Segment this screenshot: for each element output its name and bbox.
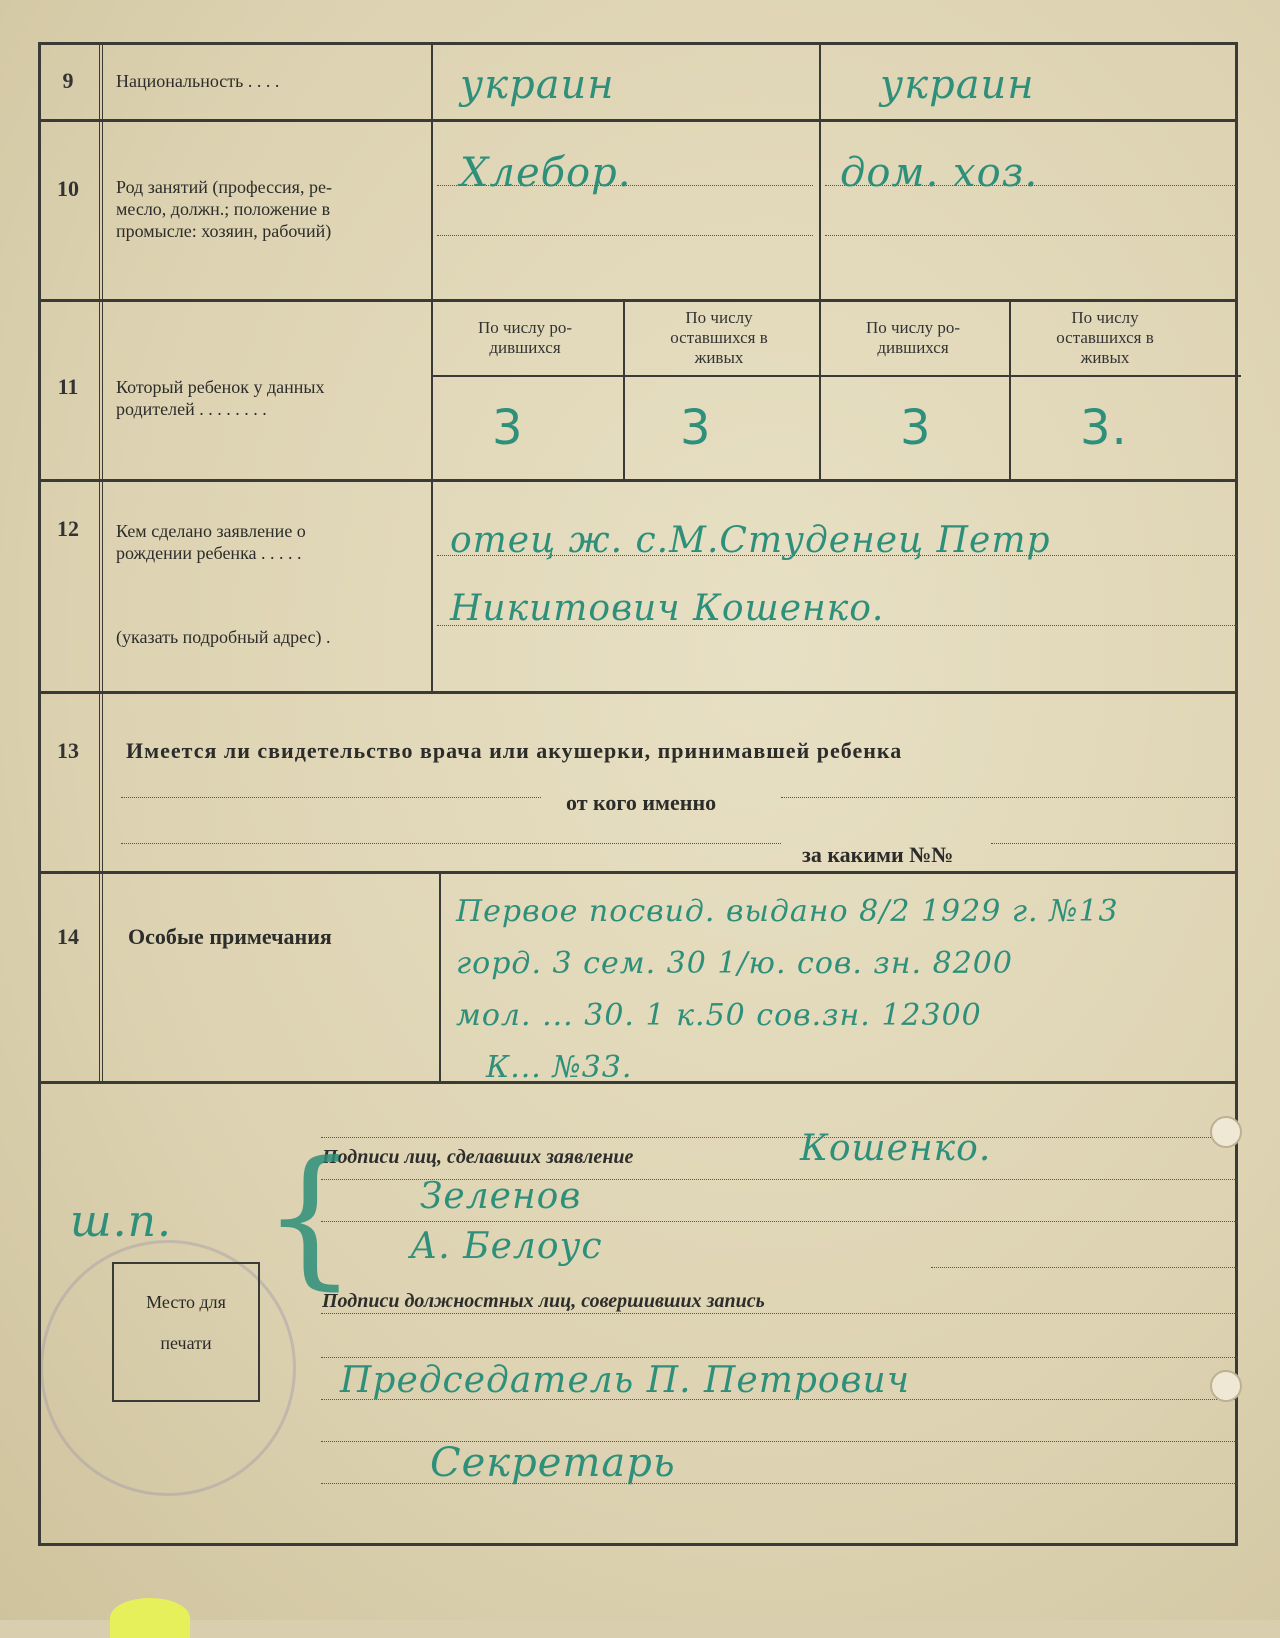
applicant-signature-1: Кошенко. — [800, 1128, 992, 1169]
row-number-10: 10 — [57, 176, 79, 201]
sticker-edge — [110, 1598, 190, 1638]
punch-hole — [1210, 1116, 1242, 1148]
row-number-9: 9 — [62, 68, 74, 93]
official-signature-2: Секретарь — [430, 1440, 676, 1486]
nationality-father-handwriting: украин — [460, 62, 615, 108]
col-born-father: По числу ро- дившихся — [477, 318, 573, 357]
notes-handwriting-line3: мол. ... 30. 1 к.50 сов.зн. 12300 — [456, 998, 982, 1033]
count-alive-mother: 3. — [1080, 400, 1128, 456]
stamp-place-text-2: печати — [160, 1333, 212, 1353]
address-note-label: (указать подробный адрес) . — [116, 627, 331, 647]
row-number-13: 13 — [57, 738, 79, 763]
col-alive-father: По числу оставшихся в живых — [670, 308, 768, 367]
stamp-place-text-1: Место для — [146, 1292, 226, 1312]
row-number-12: 12 — [57, 516, 79, 541]
notes-handwriting-line2: горд. 3 сем. 30 1/ю. сов. зн. 8200 — [456, 946, 1013, 981]
notes-handwriting-line1: Первое посвид. выдано 8/2 1929 г. №13 — [456, 894, 1119, 929]
row-number-14: 14 — [57, 924, 79, 949]
declarant-label: Кем сделано заявление о рождении ребенка . . . . . — [116, 521, 306, 563]
special-notes-label: Особые примечания — [128, 924, 332, 949]
stamp-place-box — [112, 1262, 260, 1402]
occupation-label: Род занятий (профессия, ре- месло, должн.; положение в промысле: хозяин, рабочий) — [116, 177, 332, 241]
child-order-label: Который ребенок у данных родителей . . . . . . . . — [116, 377, 325, 419]
official-signature-1: Председатель П. Петрович — [340, 1360, 911, 1401]
doctor-certificate-question: Имеется ли свидетельство врача или акушерки, принимавшей ребенка — [126, 738, 903, 763]
occupation-father-handwriting: Хлебор. — [460, 150, 632, 196]
occupation-mother-handwriting: дом. хоз. — [840, 150, 1039, 196]
count-alive-father: 3 — [680, 400, 712, 456]
declarant-handwriting-line2: Никитович Кошенко. — [450, 588, 885, 629]
nationality-mother-handwriting: украин — [880, 62, 1035, 108]
col-alive-mother: По числу оставшихся в живых — [1056, 308, 1154, 367]
notes-handwriting-line4: К... №33. — [486, 1050, 633, 1085]
nationality-label: Национальность . . . . — [116, 71, 280, 91]
declarant-handwriting-line1: отец ж. с.М.Студенец Петр — [450, 520, 1051, 561]
applicants-signature-label: Подписи лиц, сделавших заявление — [322, 1146, 634, 1168]
count-born-father: 3 — [492, 400, 524, 456]
stamp-area-handwriting: ш.п. — [70, 1196, 172, 1247]
applicant-signature-2: Зеленов — [420, 1176, 582, 1217]
officials-signature-label: Подписи должностных лиц, совершивших запись — [322, 1290, 765, 1312]
col-born-mother: По числу ро- дившихся — [865, 318, 961, 357]
applicant-signature-3: А. Белоус — [410, 1226, 603, 1267]
row-number-11: 11 — [57, 374, 79, 399]
count-born-mother: 3 — [900, 400, 932, 456]
brace-mark: { — [262, 1130, 358, 1304]
from-whom-label: от кого именно — [566, 790, 717, 815]
numbers-label: за какими №№ — [802, 842, 954, 867]
punch-hole — [1210, 1370, 1242, 1402]
